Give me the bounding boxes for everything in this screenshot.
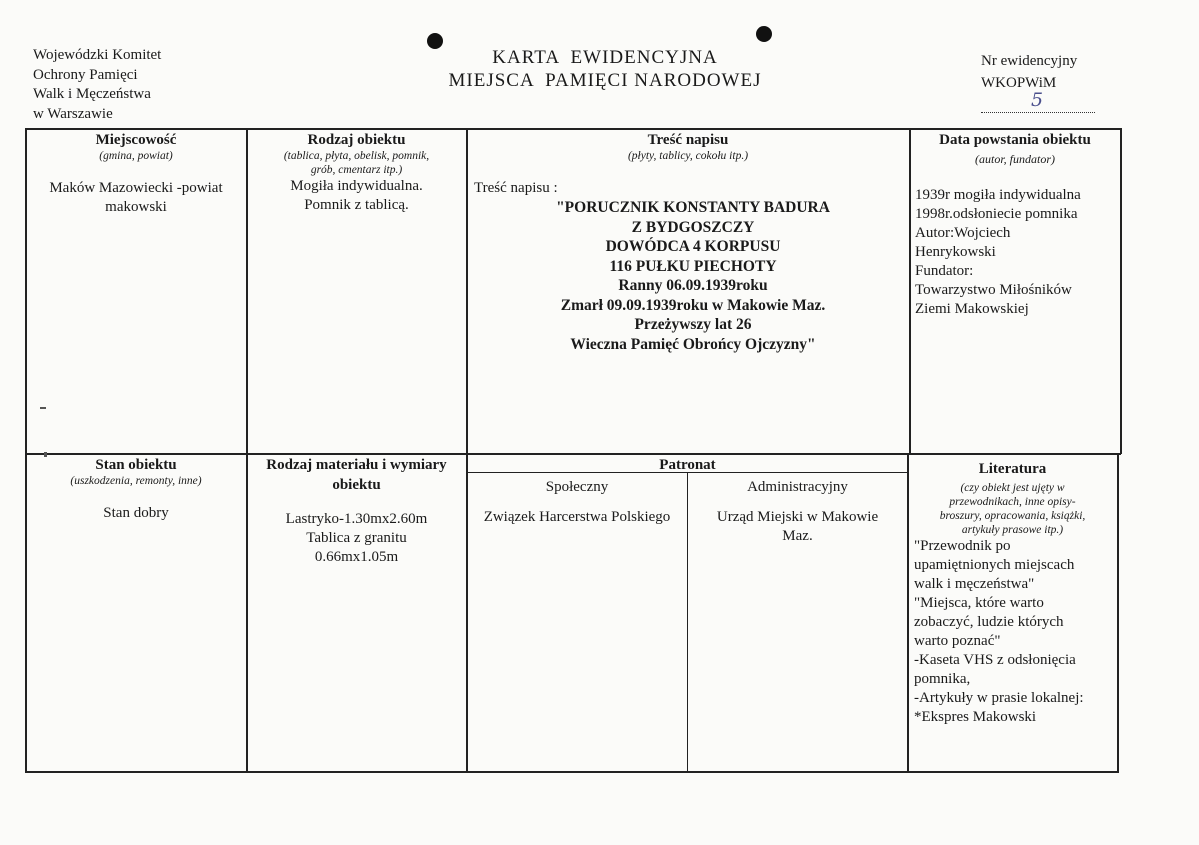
cell-tresc-napisu	[468, 131, 908, 354]
miejscowosc-value	[27, 179, 245, 217]
literatura-subtitle-line: broszury, opracowania, książki,	[939, 510, 1086, 522]
material-value-line: Lastryko-1.30mx2.60m	[285, 511, 428, 527]
literatura-line: walk i męczeństwa"	[914, 576, 1035, 592]
data-header: Data powstania obiektu	[939, 132, 1091, 148]
literatura-line: warto poznać"	[914, 633, 1001, 649]
rodzaj-subtitle-1: (tablica, płyta, obelisk, pomnik,	[283, 150, 430, 162]
inscription-line: Zmarł 09.09.1939roku w Makowie Maz.	[560, 296, 826, 314]
table-right-border-top	[1120, 128, 1122, 454]
spoleczny-value: Związek Harcerstwa Polskiego	[483, 509, 671, 525]
material-value-line: 0.66mx1.05m	[314, 549, 399, 565]
literatura-line: upamiętnionych miejscach	[914, 557, 1075, 573]
stan-subtitle: (uszkodzenia, remonty, inne)	[70, 475, 202, 487]
literatura-value	[909, 537, 1116, 727]
material-value	[248, 510, 465, 567]
data-line: Towarzystwo Miłośników	[915, 282, 1072, 298]
inscription-line: 116 PUŁKU PIECHOTY	[609, 257, 777, 275]
cell-literatura	[909, 458, 1116, 727]
title-line-1: KARTA EWIDENCYJNA	[492, 47, 718, 68]
registry-number-label: Nr ewidencyjny	[981, 53, 1078, 69]
rodzaj-header: Rodzaj obiektu	[307, 132, 406, 148]
miejscowosc-header: Miejscowość	[95, 132, 177, 148]
cell-patronat-administracyjny	[689, 478, 906, 546]
admin-value-line: Urząd Miejski w Makowie	[716, 509, 879, 525]
literatura-subtitle-line: przewodnikach, inne opisy-	[949, 496, 1076, 508]
tresc-subtitle: (płyty, tablicy, cokołu itp.)	[627, 150, 749, 162]
registry-number-block	[981, 50, 1095, 120]
material-header-2: obiektu	[332, 477, 381, 493]
scan-mark	[40, 407, 46, 409]
cell-stan-obiektu	[27, 456, 245, 523]
data-line: 1998r.odsłoniecie pomnika	[915, 206, 1078, 222]
inscription-line: DOWÓDCA 4 KORPUSU	[605, 238, 781, 255]
data-line: Henrykowski	[915, 244, 996, 260]
cell-material	[248, 456, 465, 567]
table-left-border	[25, 128, 27, 772]
punch-hole-right	[756, 26, 772, 42]
registry-number-value: 5	[1031, 89, 1044, 111]
literatura-header: Literatura	[978, 461, 1047, 477]
table-right-border-bottom	[1117, 454, 1119, 772]
table-bottom-border	[25, 771, 1119, 773]
literatura-line: "Miejsca, które warto	[914, 595, 1044, 611]
inscription-text	[468, 198, 908, 354]
literatura-line: zobaczyć, ludzie których	[914, 614, 1064, 630]
stan-value: Stan dobry	[103, 505, 169, 521]
registry-org: WKOPWiM	[981, 75, 1057, 91]
inscription-line: "PORUCZNIK KONSTANTY BADURA	[556, 199, 830, 216]
registry-number-field	[981, 89, 1095, 113]
literatura-line: -Artykuły w prasie lokalnej:	[914, 690, 1084, 706]
miejscowosc-value-line: makowski	[105, 199, 167, 215]
cell-rodzaj-obiektu	[248, 131, 465, 215]
org-line: w Warszawie	[33, 105, 113, 122]
spoleczny-label: Społeczny	[545, 479, 609, 495]
row-divider	[25, 453, 1121, 455]
org-line: Wojewódzki Komitet	[33, 47, 162, 63]
data-line: Ziemi Makowskiej	[915, 301, 1029, 317]
literatura-line: *Ekspres Makowski	[914, 709, 1037, 725]
literatura-line: "Przewodnik po	[914, 538, 1011, 554]
inscription-line: Przeżywszy lat 26	[634, 316, 752, 333]
cell-data-powstania	[911, 131, 1119, 319]
cell-patronat	[468, 456, 907, 474]
column-divider-1	[246, 128, 248, 772]
org-line: Walk i Męczeństwa	[33, 86, 151, 102]
org-line: Ochrony Pamięci	[33, 66, 138, 83]
table-top-border	[25, 128, 1121, 130]
rodzaj-value	[248, 177, 465, 215]
inscription-line: Ranny 06.09.1939roku	[618, 277, 768, 294]
document-title	[420, 46, 790, 92]
organization-name	[33, 46, 161, 124]
cell-patronat-spoleczny	[468, 478, 686, 527]
patronat-header: Patronat	[659, 457, 716, 473]
stan-header: Stan obiektu	[95, 457, 177, 473]
data-subtitle: (autor, fundator)	[974, 152, 1055, 166]
title-line-2: MIEJSCA PAMIĘCI NARODOWEJ	[448, 70, 762, 91]
literatura-subtitle	[909, 481, 1116, 537]
literatura-subtitle-line: (czy obiekt jest ujęty w	[960, 482, 1065, 494]
literatura-line: pomnika,	[914, 671, 971, 687]
material-header-1: Rodzaj materiału i wymiary	[266, 457, 447, 473]
inscription-line: Z BYDGOSZCZY	[631, 218, 755, 236]
inscription-line: Wieczna Pamięć Obrońcy Ojczyzny"	[570, 335, 816, 353]
miejscowosc-subtitle: (gmina, powiat)	[99, 150, 173, 162]
tresc-header: Treść napisu	[647, 132, 729, 148]
rodzaj-value-line: Pomnik z tablicą.	[304, 197, 409, 213]
data-value	[911, 186, 1119, 319]
admin-value-line: Maz.	[782, 528, 813, 544]
tresc-label: Treść napisu :	[474, 180, 558, 196]
admin-label: Administracyjny	[747, 479, 848, 495]
data-line: Fundator:	[915, 263, 974, 279]
data-line: 1939r mogiła indywidualna	[915, 187, 1081, 203]
rodzaj-subtitle-2: grób, cmentarz itp.)	[310, 164, 403, 176]
miejscowosc-value-line: Maków Mazowiecki -powiat	[49, 180, 223, 196]
admin-value	[689, 508, 906, 546]
literatura-line: -Kaseta VHS z odsłonięcia	[914, 652, 1076, 668]
data-line: Autor:Wojciech	[915, 225, 1011, 241]
rodzaj-value-line: Mogiła indywidualna.	[290, 178, 423, 194]
material-value-line: Tablica z granitu	[306, 530, 407, 546]
literatura-subtitle-line: artykuły prasowe itp.)	[961, 524, 1064, 536]
patronat-column-divider	[687, 472, 688, 772]
cell-miejscowosc	[27, 131, 245, 217]
